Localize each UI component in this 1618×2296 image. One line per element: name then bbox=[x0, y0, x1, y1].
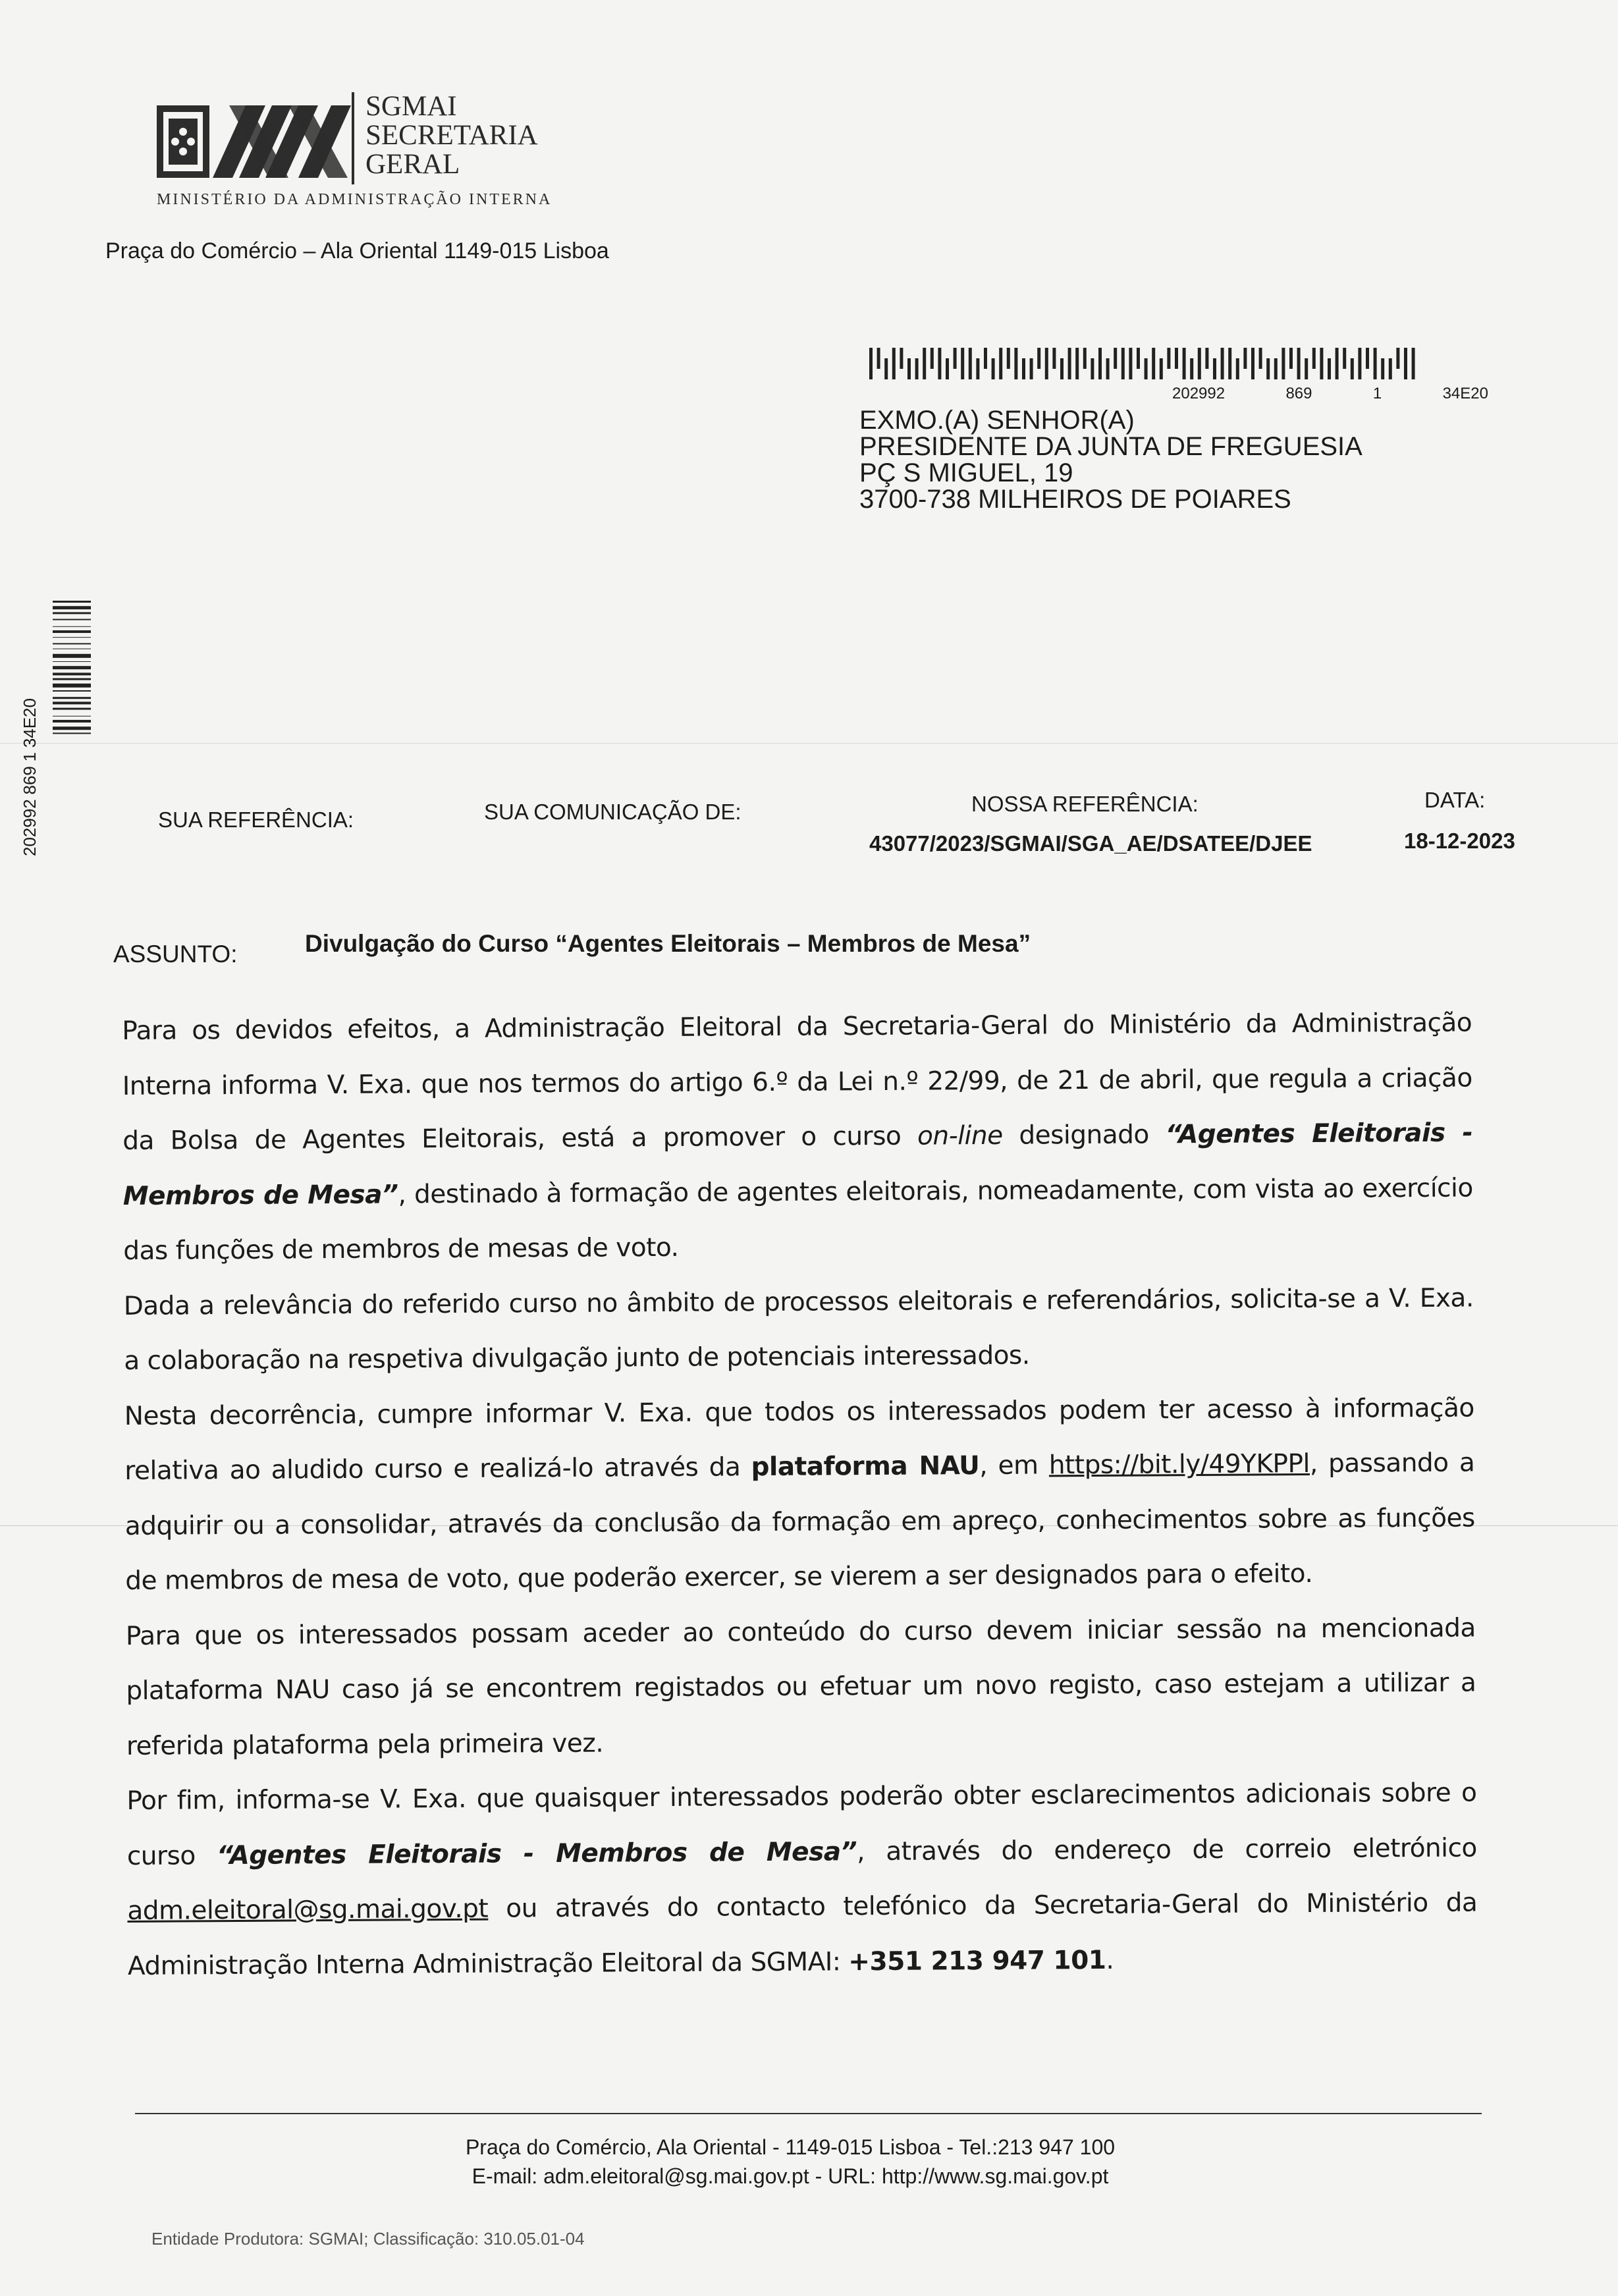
subject-label: ASSUNTO: bbox=[113, 941, 238, 968]
sender-address: Praça do Comércio – Ala Oriental 1149-015 Lisboa bbox=[105, 238, 609, 263]
platform-name: plataforma NAU bbox=[751, 1451, 980, 1483]
body-paragraph: Nesta decorrência, cumpre informar V. Exa. que todos os interessados podem ter acesso à informação relativa ao aludido curso e realizá-lo através da plataforma NAU, em https://bit.ly/49YKPPl, passando a adquirir ou a consolidar, através da conclusão da formação em apreço, conhecimentos sobre as funções de membros de mesa de voto, que poderão exercer, se vierem a ser designados para o efeito. bbox=[124, 1392, 1475, 1596]
paper-fold-line bbox=[0, 743, 1618, 744]
body-paragraph: Para os devidos efeitos, a Administração Eleitoral da Secretaria-Geral do Ministério da Administração Interna informa V. Exa. que nos termos do artigo 6.º da Lei n.º 22/99, de 21 de abril, que regula a criação da Bolsa de Agentes Eleitorais, está a promover o curso on-line designado “Agentes Eleitorais - Membros de Mesa”, destinado à formação de agentes eleitorais, nomeadamente, com vista ao exercício das funções de membros de mesas de voto. bbox=[122, 1008, 1473, 1266]
footer-divider bbox=[135, 2113, 1482, 2114]
recipient-line: PRESIDENTE DA JUNTA DE FREGUESIA bbox=[859, 432, 1362, 461]
sua-referencia-label: SUA REFERÊNCIA: bbox=[158, 807, 354, 832]
mail-code-part: 34E20 bbox=[1442, 385, 1488, 402]
letter-body bbox=[122, 995, 1478, 1993]
course-link[interactable]: https://bit.ly/49YKPPl bbox=[1048, 1448, 1310, 1481]
postal-barcode-icon bbox=[868, 348, 1429, 379]
date-label: DATA: bbox=[1424, 788, 1486, 812]
logo-text bbox=[365, 92, 538, 179]
recipient-line: 3700-738 MILHEIROS DE POIARES bbox=[859, 485, 1291, 514]
footer-line: E-mail: adm.eleitoral@sg.mai.gov.pt - URL: http://www.sg.mai.gov.pt bbox=[472, 2164, 1109, 2188]
footer-line: Praça do Comércio, Ala Oriental - 1149-015 Lisboa - Tel.:213 947 100 bbox=[465, 2135, 1116, 2159]
body-paragraph: Por fim, informa-se V. Exa. que quaisquer interessados poderão obter esclarecimentos adicionais sobre o curso “Agentes Eleitorais - Membros de Mesa”, através do endereço de correio eletrónico adm.eleitoral@sg.mai.gov.pt ou através do contacto telefónico da Secretaria-Geral do Ministério da Administração Interna Administração Eleitoral da SGMAI: +351 213 947 101. bbox=[126, 1778, 1478, 1981]
mail-code bbox=[1172, 385, 1488, 403]
mail-code-part: 34E20 bbox=[20, 698, 40, 748]
producing-entity: Entidade Produtora: SGMAI; Classificação: 310.05.01-04 bbox=[151, 2229, 585, 2249]
mail-code-part: 869 bbox=[20, 766, 40, 795]
recipient-line: PÇ S MIGUEL, 19 bbox=[859, 458, 1073, 487]
nossa-referencia-label: NOSSA REFERÊNCIA: bbox=[971, 792, 1199, 816]
footer-contacts bbox=[263, 2133, 1317, 2191]
logo-line-1: SGMAI bbox=[365, 91, 457, 122]
course-name: “Agentes Eleitorais - Membros de Mesa” bbox=[122, 1118, 1473, 1211]
course-name: “Agentes Eleitorais - Membros de Mesa” bbox=[216, 1836, 857, 1871]
online-emphasis: on-line bbox=[917, 1120, 1003, 1151]
mail-code-part: 1 bbox=[1372, 385, 1382, 402]
contact-email-link[interactable]: adm.eleitoral@sg.mai.gov.pt bbox=[127, 1894, 489, 1926]
body-paragraph: Dada a relevância do referido curso no âmbito de processos eleitorais e referendários, solicita-se a V. Exa. a colaboração na respetiva divulgação junto de potenciais interessados. bbox=[123, 1282, 1474, 1376]
mail-code-part: 1 bbox=[20, 752, 40, 762]
mail-code-part: 869 bbox=[1285, 385, 1312, 402]
vertical-barcode-icon bbox=[53, 601, 91, 890]
body-paragraph: Para que os interessados possam aceder ao conteúdo do curso devem iniciar sessão na mencionada plataforma NAU caso já se encontrem registados ou efetuar um novo registo, caso estejam a utilizar a referida plataforma pela primeira vez. bbox=[125, 1612, 1476, 1761]
subject-text: Divulgação do Curso “Agentes Eleitorais – Membros de Mesa” bbox=[305, 930, 1031, 957]
mail-code-part: 202992 bbox=[1172, 385, 1226, 402]
logo-line-3: GERAL bbox=[365, 149, 460, 180]
logo-line-2: SECRETARIA bbox=[365, 120, 538, 151]
sua-comunicacao-label: SUA COMUNICAÇÃO DE: bbox=[484, 800, 742, 824]
date-value: 18-12-2023 bbox=[1404, 829, 1515, 853]
mail-code-part: 202992 bbox=[20, 799, 40, 856]
vertical-mail-code bbox=[20, 698, 46, 856]
sgmai-logo-icon bbox=[157, 92, 354, 184]
recipient-line: EXMO.(A) SENHOR(A) bbox=[859, 406, 1135, 435]
ministry-name: MINISTÉRIO DA ADMINISTRAÇÃO INTERNA bbox=[157, 191, 553, 208]
contact-phone: +351 213 947 101 bbox=[848, 1945, 1106, 1977]
nossa-referencia-value: 43077/2023/SGMAI/SGA_AE/DSATEE/DJEE bbox=[869, 831, 1312, 856]
recipient-address bbox=[859, 407, 1362, 512]
